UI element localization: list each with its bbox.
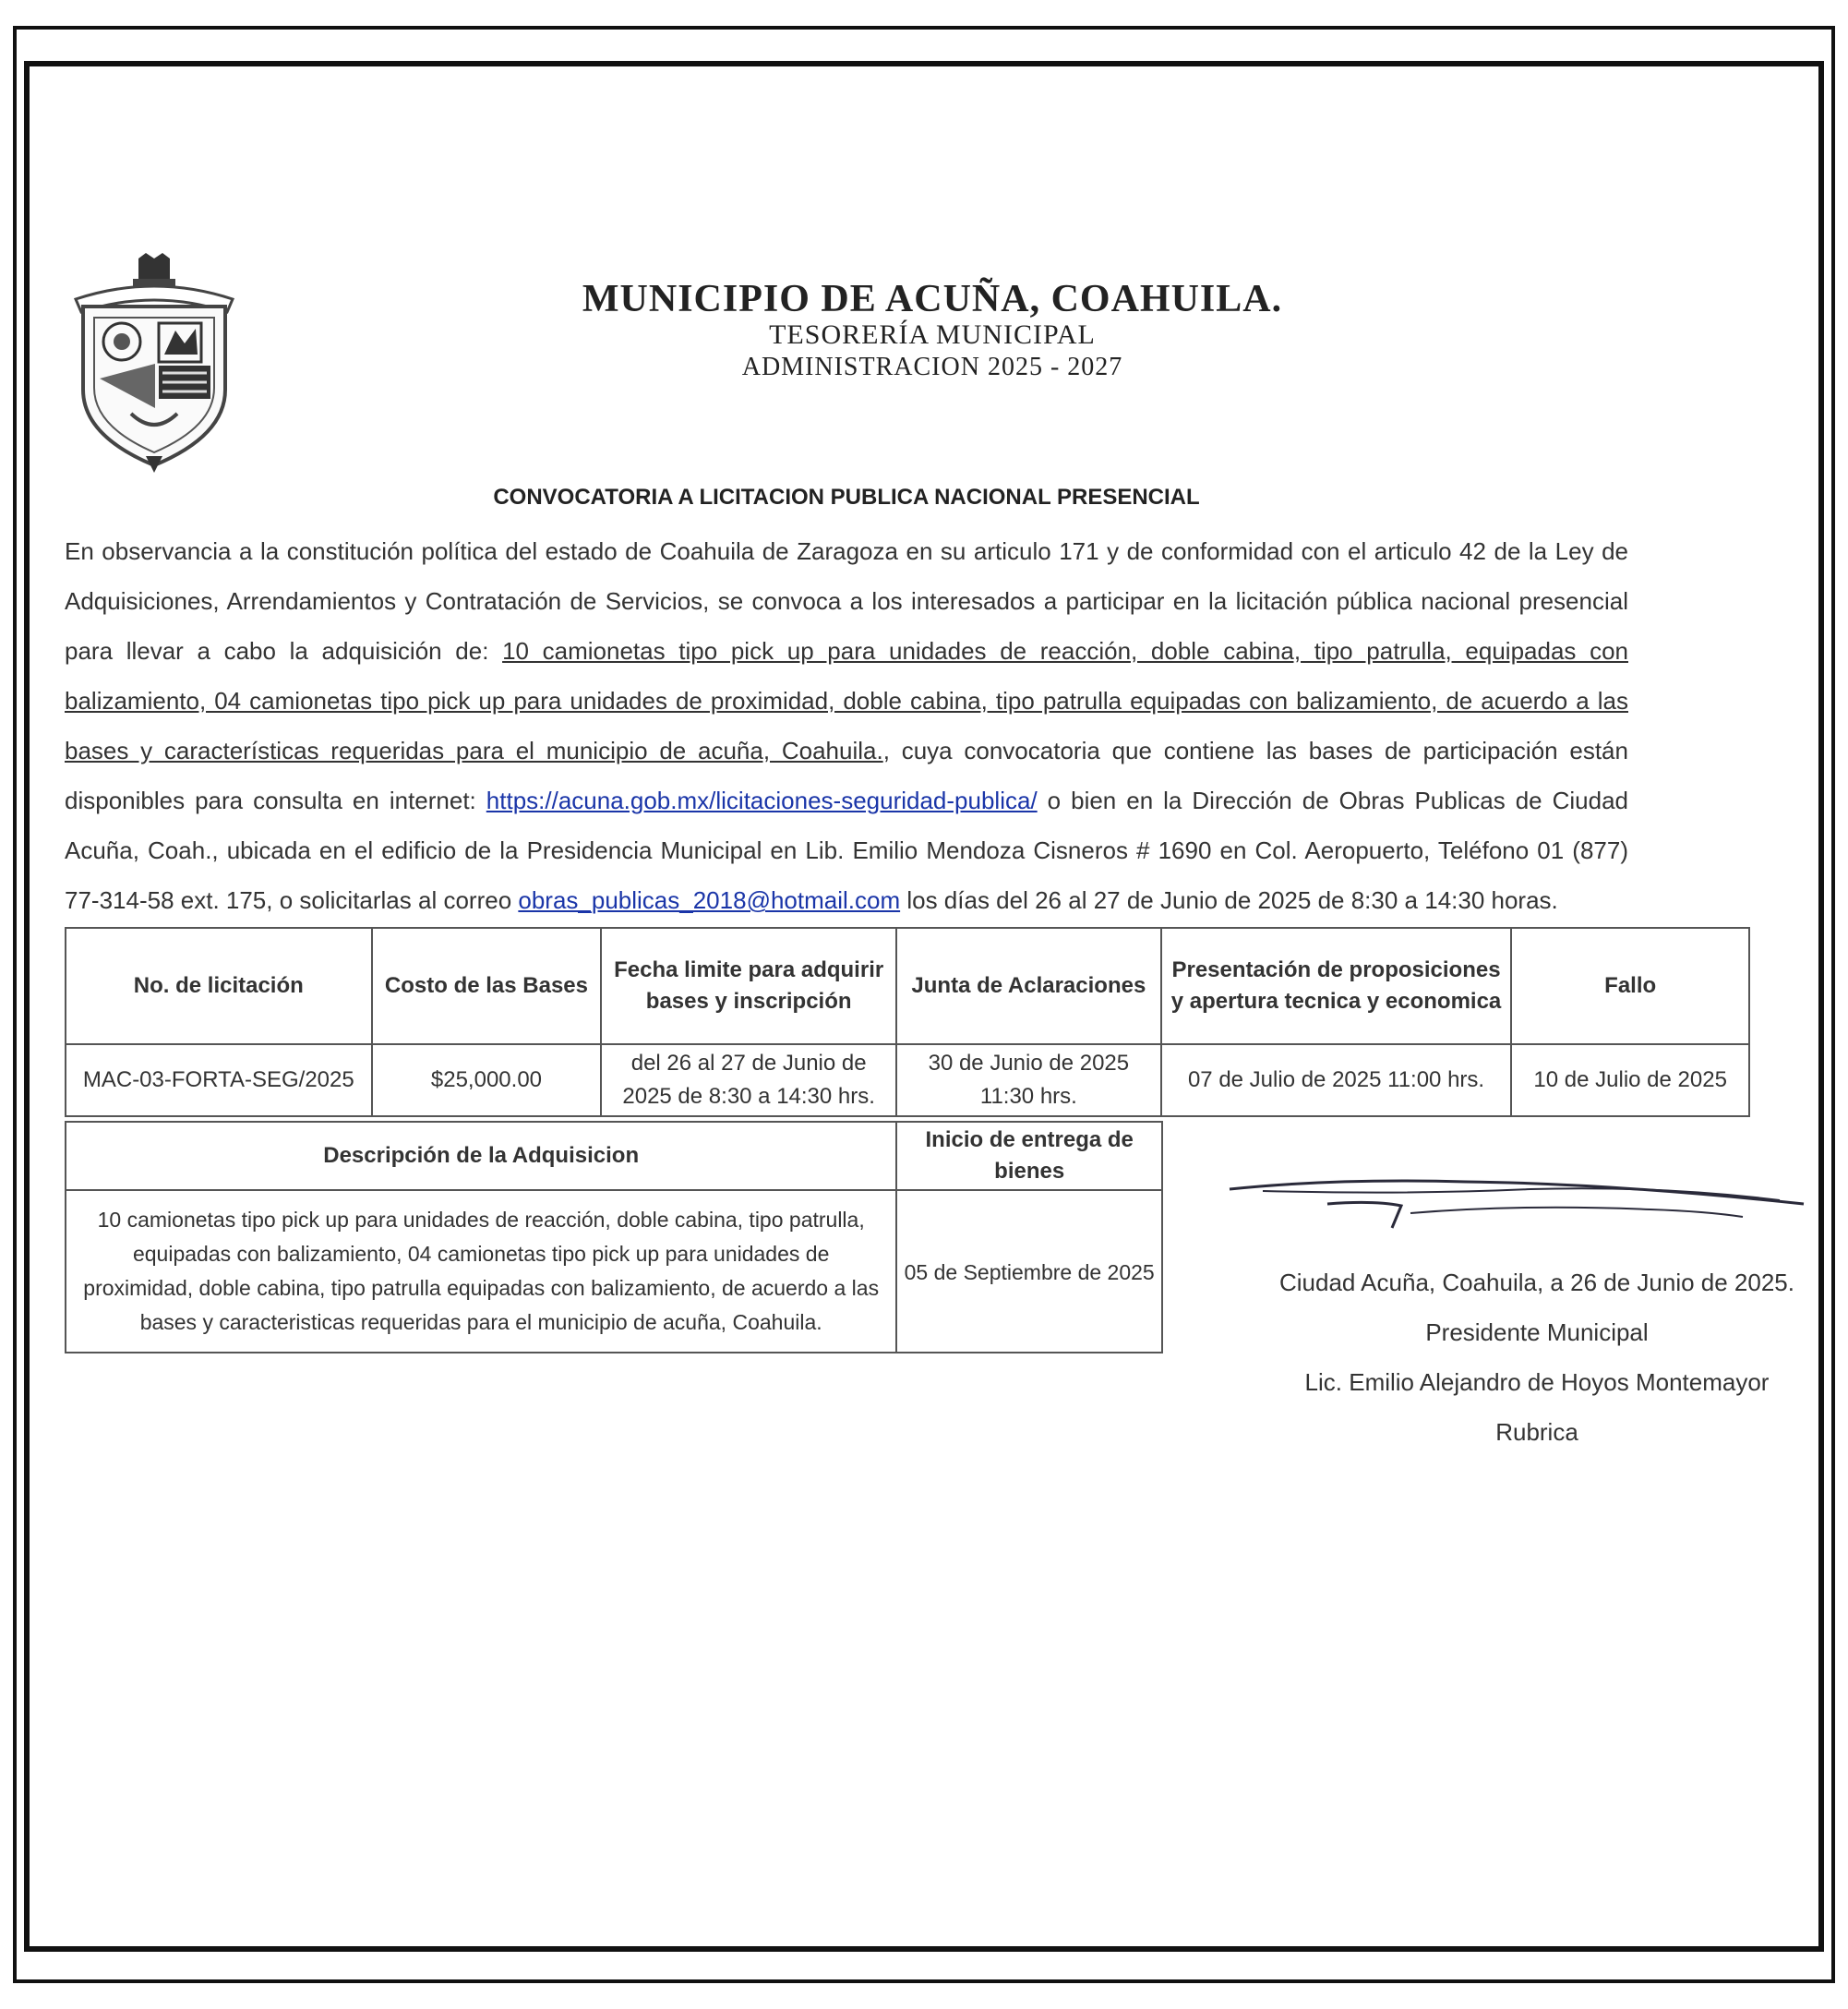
header-clarification-meeting: Junta de Aclaraciones: [896, 928, 1161, 1044]
signature-note: Rubrica: [1495, 1418, 1578, 1446]
table-header-row: [66, 1122, 1162, 1190]
department-title: TESORERÍA MUNICIPAL: [769, 319, 1096, 350]
header-delivery-start: Inicio de entrega de bienes: [896, 1122, 1162, 1190]
municipality-title: MUNICIPIO DE ACUÑA, COAHUILA.: [582, 278, 1283, 320]
cell-tender-number: MAC-03-FORTA-SEG/2025: [66, 1044, 372, 1116]
notice-title: CONVOCATORIA A LICITACION PUBLICA NACIONAL PRESENCIAL: [493, 485, 1200, 510]
cell-ruling: 10 de Julio de 2025: [1511, 1044, 1749, 1116]
municipal-coat-of-arms-icon: [66, 251, 242, 477]
signature-block: [1218, 1257, 1848, 1457]
notice-after-url: o bien en la Dirección de Obras Publicas de Ciudad Acuña, Coah., ubicada en el edificio de la Presidencia Municipal en Lib. Emilio Mendoza Cisneros # 1690 en Col. Aeropuerto, Teléfono 01 (877) 77-314-58 ext. 175, o solicitarlas al correo: [65, 787, 1629, 914]
notice-middle: , cuya convocatoria que contiene las bases de participación están disponibles para consulta en internet:: [65, 737, 1628, 814]
header-bases-deadline: Fecha limite para adquirir bases y inscripción: [601, 928, 896, 1044]
header-acquisition-description: Descripción de la Adquisicion: [66, 1122, 896, 1190]
acquisition-description-table: [65, 1121, 1163, 1353]
cell-proposals-opening: 07 de Julio de 2025 11:00 hrs.: [1161, 1044, 1512, 1116]
header-tender-number: No. de licitación: [66, 928, 372, 1044]
handwritten-signature-icon: [1226, 1173, 1807, 1246]
cell-delivery-start: 05 de Septiembre de 2025: [896, 1190, 1162, 1353]
table-row: [66, 1190, 1162, 1353]
notice-email-link[interactable]: obras_publicas_2018@hotmail.com: [518, 886, 901, 914]
notice-subject: 10 camionetas tipo pick up para unidades de reacción, doble cabina, tipo patrulla, equipadas con balizamiento, 04 camionetas tipo pick up para unidades de proximidad, doble cabina, tipo patrulla equipadas con balizamiento, de acuerdo a las bases y características requeridas para el municipio de acuña, Coahuila.: [65, 637, 1628, 764]
notice-url-link[interactable]: https://acuna.gob.mx/licitaciones-seguridad-publica/: [486, 787, 1038, 814]
cell-clarification-meeting: 30 de Junio de 2025 11:30 hrs.: [896, 1044, 1161, 1116]
notice-body: [65, 526, 1628, 925]
header-proposals-opening: Presentación de proposiciones y apertura tecnica y economica: [1161, 928, 1512, 1044]
cell-bases-deadline: del 26 al 27 de Junio de 2025 de 8:30 a 14:30 hrs.: [601, 1044, 896, 1116]
administration-period: ADMINISTRACION 2025 - 2027: [741, 353, 1123, 381]
cell-acquisition-description: 10 camionetas tipo pick up para unidades de reacción, doble cabina, tipo patrulla, equipadas con balizamiento, 04 camionetas tipo pick up para unidades de proximidad, doble cabina, tipo patrulla equipadas con balizamiento, de acuerdo a las bases y caracteristicas requeridas para el municipio de acuña, Coahuila.: [66, 1190, 896, 1353]
tender-schedule-table: [65, 927, 1750, 1117]
notice-closing: los días del 26 al 27 de Junio de 2025 de 8:30 a 14:30 horas.: [900, 886, 1558, 914]
header-bases-cost: Costo de las Bases: [372, 928, 602, 1044]
header-ruling: Fallo: [1511, 928, 1749, 1044]
table-header-row: [66, 928, 1749, 1044]
cell-bases-cost: $25,000.00: [372, 1044, 602, 1116]
signature-role: Presidente Municipal: [1425, 1318, 1649, 1346]
table-row: [66, 1044, 1749, 1116]
notice-intro: En observancia a la constitución política del estado de Coahuila de Zaragoza en su articulo 171 y de conformidad con el articulo 42 de la Ley de Adquisiciones, Arrendamientos y Contratación de Servicios, se convoca a los interesados a participar en la licitación pública nacional presencial para llevar a cabo la adquisición de:: [65, 537, 1628, 665]
signature-name: Lic. Emilio Alejandro de Hoyos Montemayor: [1304, 1368, 1770, 1396]
signature-place-date: Ciudad Acuña, Coahuila, a 26 de Junio de 2025.: [1279, 1269, 1794, 1296]
